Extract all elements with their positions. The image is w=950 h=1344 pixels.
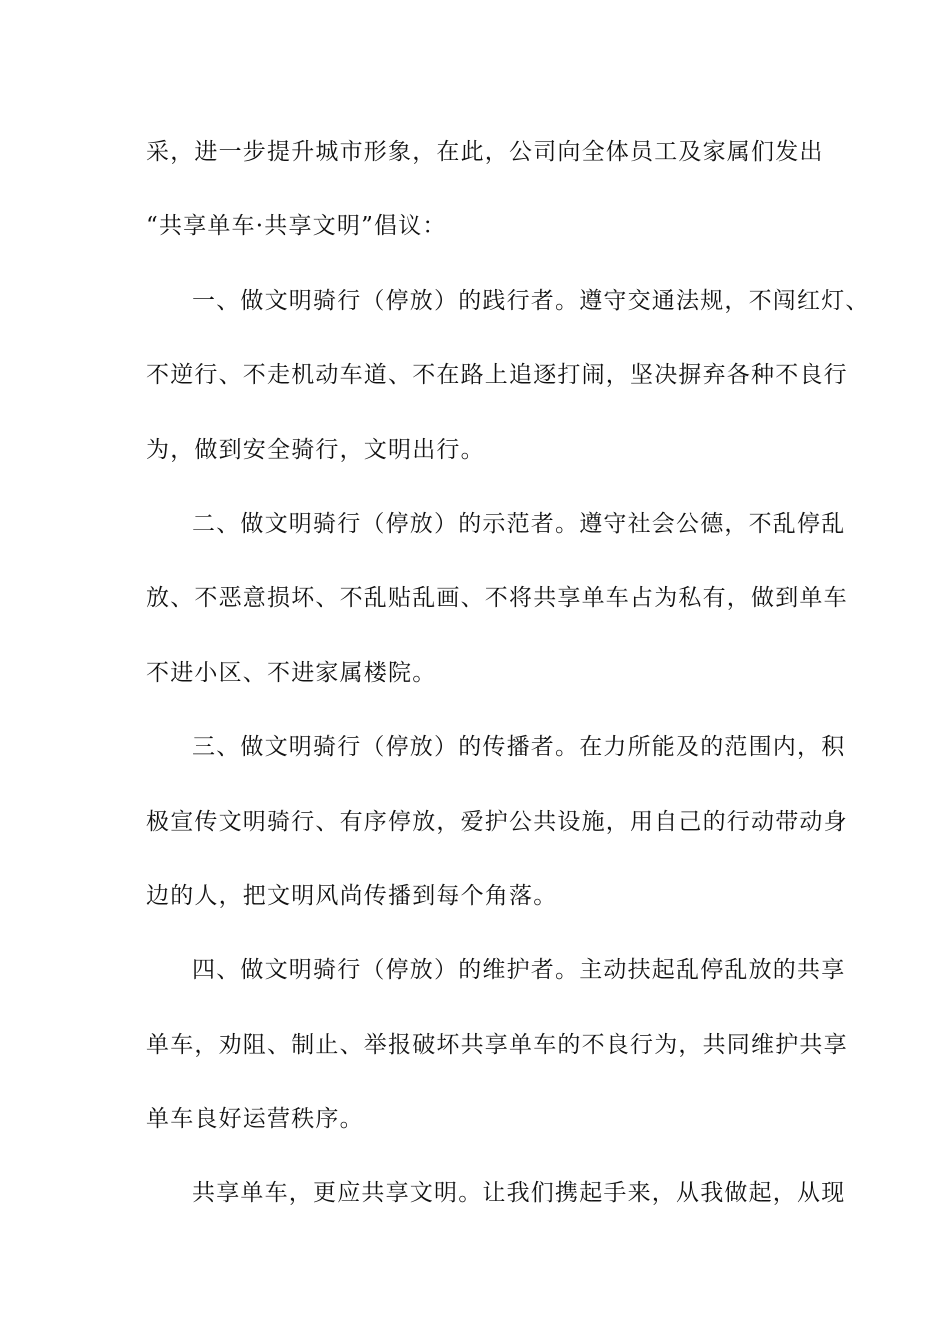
- paragraph-3-start: 三、做文明骑行（停放）的传播者。在力所能及的范围内，积: [192, 734, 846, 761]
- text-line: 单车，劝阻、制止、举报破坏共享单车的不良行为，共同维护共享: [146, 1031, 848, 1058]
- closing-paragraph-start: 共享单车，更应共享文明。让我们携起手来，从我做起，从现: [192, 1180, 846, 1207]
- paragraph-2-start: 二、做文明骑行（停放）的示范者。遵守社会公德，不乱停乱: [192, 510, 846, 537]
- text-line: 不进小区、不进家属楼院。: [146, 659, 437, 686]
- text-line: “共享单车·共享文明”倡议：: [146, 213, 447, 240]
- paragraph-1-start: 一、做文明骑行（停放）的践行者。遵守交通法规，不闯红灯、: [192, 287, 870, 314]
- document-body: [146, 130, 870, 1246]
- paragraph-4-start: 四、做文明骑行（停放）的维护者。主动扶起乱停乱放的共享: [192, 957, 846, 984]
- text-line: 单车良好运营秩序。: [146, 1106, 364, 1133]
- text-line: 极宣传文明骑行、有序停放，爱护公共设施，用自己的行动带动身: [146, 808, 848, 835]
- text-line: 为，做到安全骑行，文明出行。: [146, 436, 485, 463]
- text-line: 边的人，把文明风尚传播到每个角落。: [146, 882, 558, 909]
- text-line: 放、不恶意损坏、不乱贴乱画、不将共享单车占为私有，做到单车: [146, 585, 848, 612]
- text-line: 采，进一步提升城市形象，在此，公司向全体员工及家属们发出: [146, 139, 824, 165]
- text-line: 不逆行、不走机动车道、不在路上追逐打闹，坚决摒弃各种不良行: [146, 362, 848, 389]
